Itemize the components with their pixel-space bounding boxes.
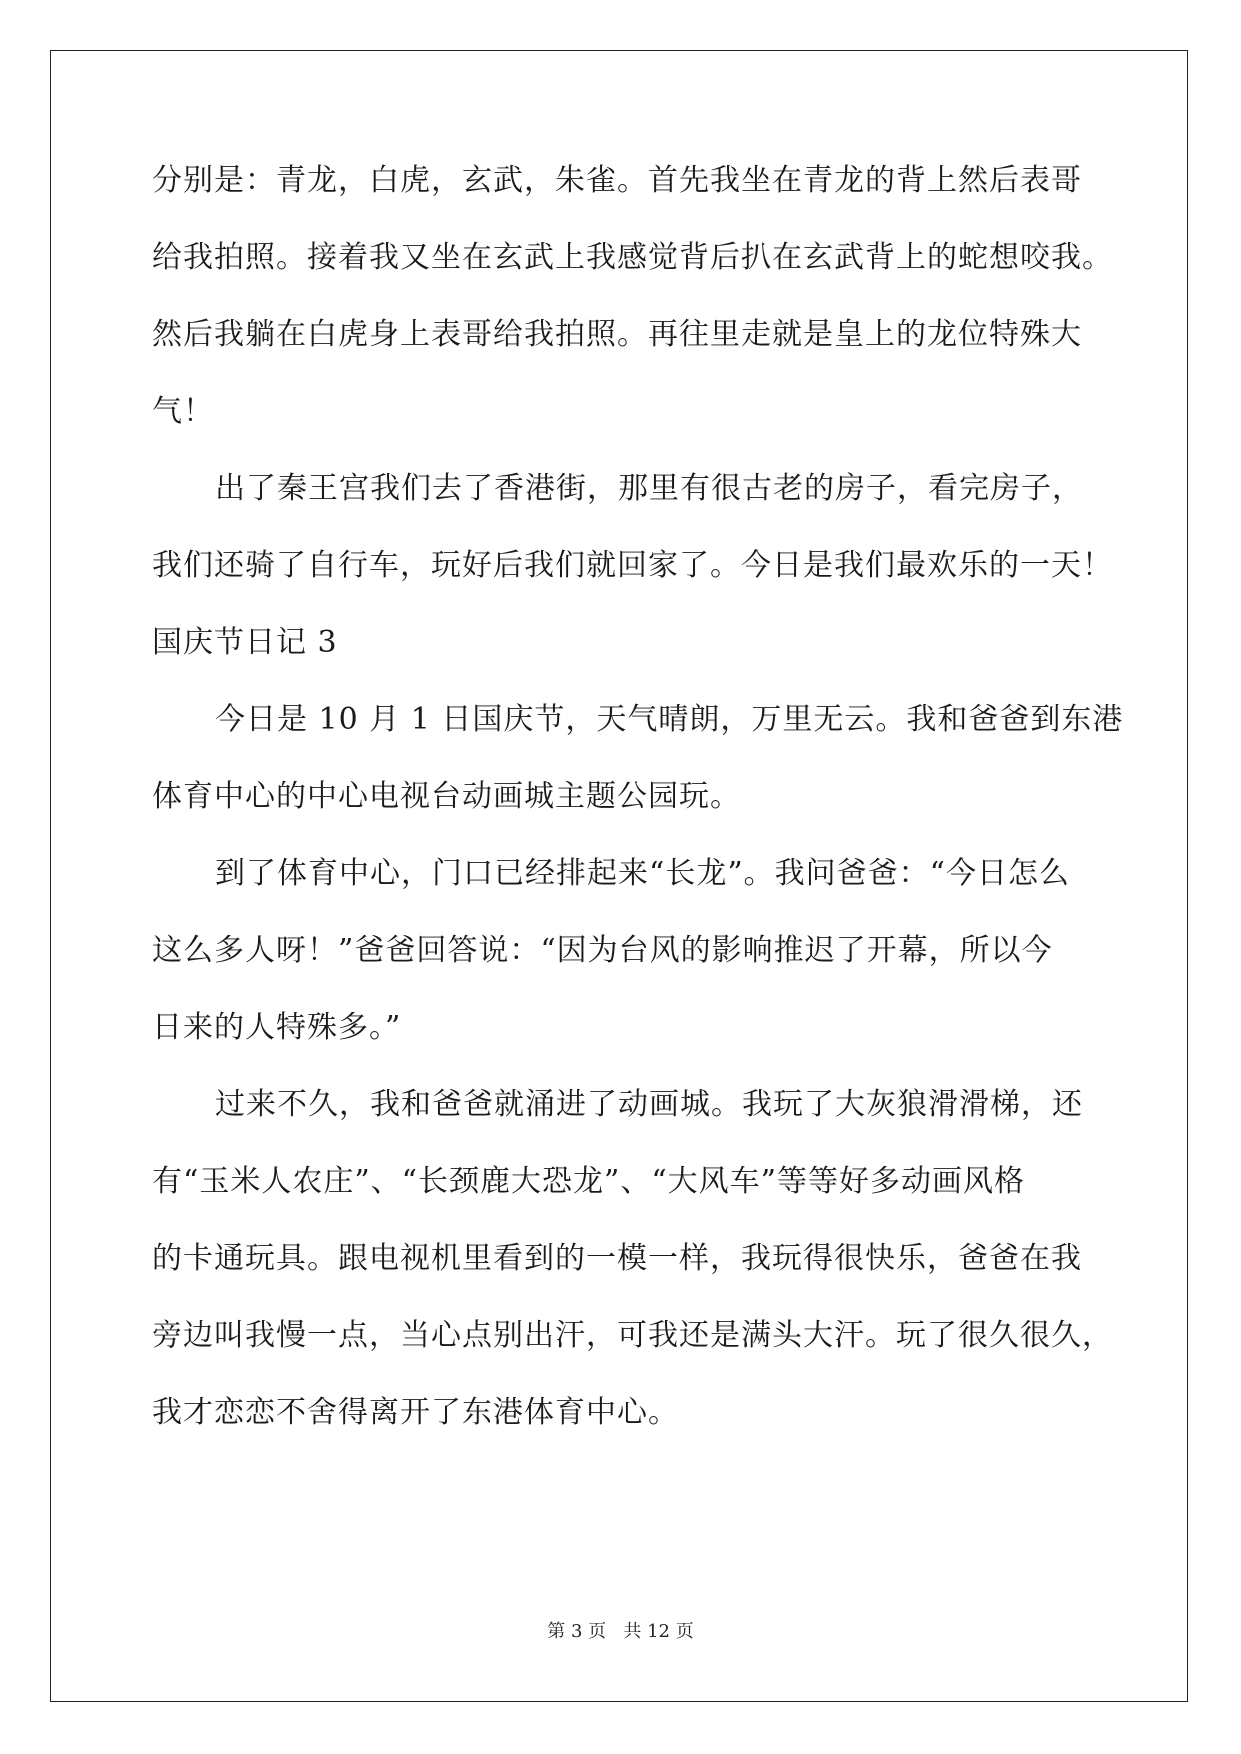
document-body — [152, 163, 1124, 1475]
paragraph-start-line: 今日是 10 月 1 日国庆节，天气晴朗，万里无云。我和爸爸到东港 — [215, 702, 1124, 737]
text-line: 体育中心的中心电视台动画城主题公园玩。 — [152, 779, 741, 814]
text-line: 这么多人呀！”爸爸回答说：“因为台风的影响推迟了开幕，所以今 — [152, 933, 1053, 968]
section-heading: 国庆节日记 3 — [152, 625, 338, 660]
paragraph-start-line: 到了体育中心，门口已经排起来“长龙”。我问爸爸：“今日怎么 — [215, 856, 1071, 891]
text-line: 的卡通玩具。跟电视机里看到的一模一样，我玩得很快乐，爸爸在我 — [152, 1241, 1082, 1276]
text-line: 气！ — [152, 394, 214, 429]
text-line: 日来的人特殊多。” — [152, 1010, 402, 1045]
text-line: 我才恋恋不舍得离开了东港体育中心。 — [152, 1395, 679, 1430]
paragraph-start-line: 过来不久，我和爸爸就涌进了动画城。我玩了大灰狼滑滑梯，还 — [215, 1087, 1083, 1122]
text-line: 我们还骑了自行车，玩好后我们就回家了。今日是我们最欢乐的一天！ — [152, 548, 1113, 583]
page-number-footer: 第 3 页 共 12 页 — [547, 1621, 694, 1642]
text-line: 给我拍照。接着我又坐在玄武上我感觉背后扒在玄武背上的蛇想咬我。 — [152, 240, 1113, 275]
text-line: 分别是：青龙，白虎，玄武，朱雀。首先我坐在青龙的背上然后表哥 — [152, 163, 1082, 198]
text-line: 有“玉米人农庄”、“长颈鹿大恐龙”、“大风车”等等好多动画风格 — [152, 1164, 1026, 1199]
text-line: 旁边叫我慢一点，当心点别出汗，可我还是满头大汗。玩了很久很久， — [152, 1318, 1113, 1353]
paragraph-start-line: 出了秦王宫我们去了香港街，那里有很古老的房子，看完房子， — [215, 471, 1083, 506]
text-line: 然后我躺在白虎身上表哥给我拍照。再往里走就是皇上的龙位特殊大 — [152, 317, 1082, 352]
